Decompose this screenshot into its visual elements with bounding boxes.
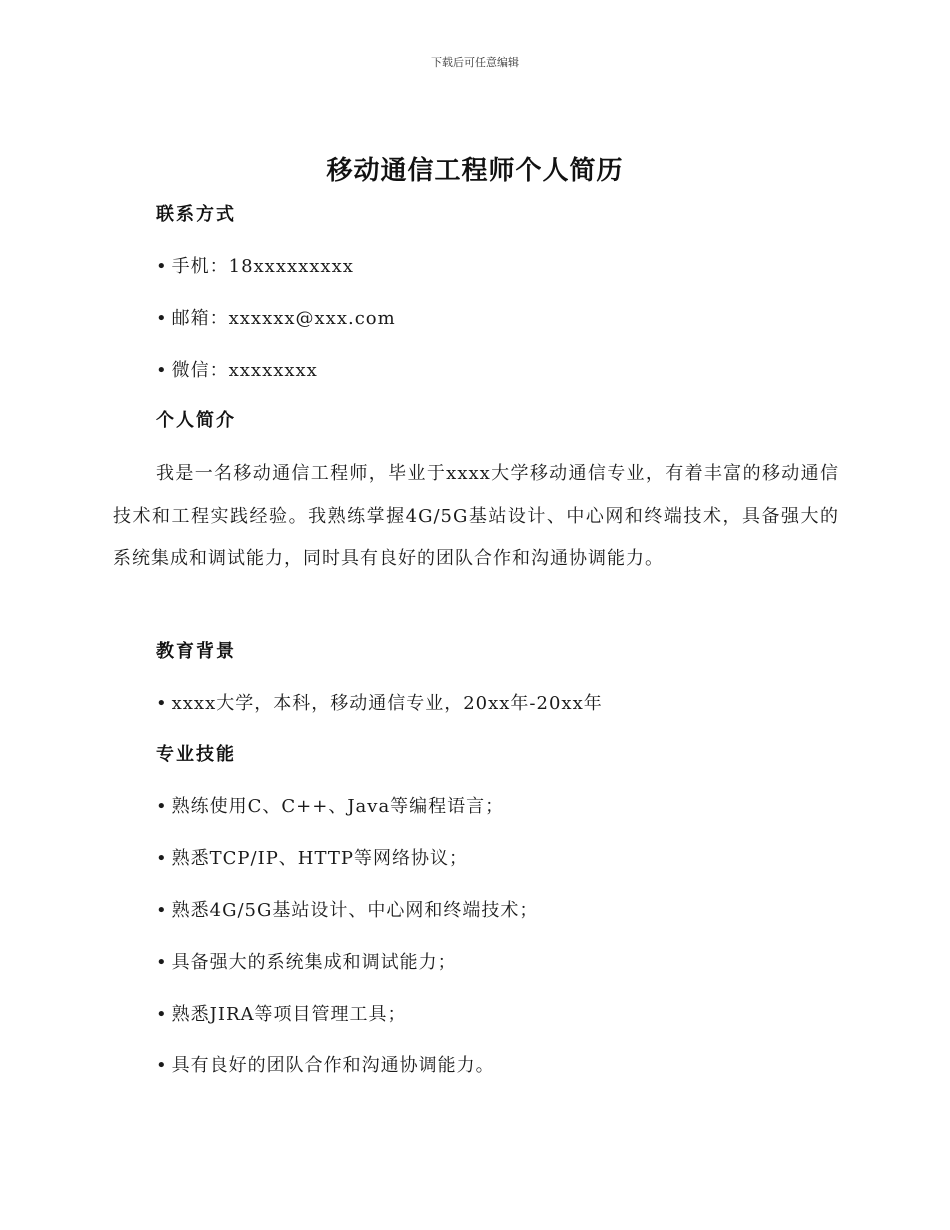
contact-item-wechat — [156, 356, 318, 382]
bullet-marker: • — [156, 256, 168, 277]
skill-item-text: 熟悉4G/5G基站设计、中心网和终端技术； — [171, 900, 539, 921]
skill-item — [156, 1051, 495, 1077]
skill-item-text: 具有良好的团队合作和沟通协调能力。 — [171, 1055, 495, 1076]
bullet-marker: • — [156, 308, 168, 329]
contact-item-text: 邮箱：xxxxxx@xxx.com — [171, 308, 396, 329]
contact-item-phone — [156, 252, 354, 278]
section-heading-contact: 联系方式 — [156, 204, 236, 225]
skill-item-text: 具备强大的系统集成和调试能力； — [171, 952, 457, 973]
skill-item — [156, 1000, 407, 1026]
bullet-marker: • — [156, 900, 168, 921]
skill-item-text: 熟练使用C、C++、Java等编程语言； — [171, 796, 505, 817]
education-item — [156, 689, 603, 715]
bullet-marker: • — [156, 796, 168, 817]
bullet-marker: • — [156, 693, 168, 714]
contact-item-text: 手机：18xxxxxxxxx — [171, 256, 354, 277]
skill-item — [156, 792, 504, 818]
section-heading-profile: 个人简介 — [156, 410, 236, 431]
contact-item-email — [156, 304, 396, 330]
skill-item — [156, 948, 457, 974]
bullet-marker: • — [156, 1004, 168, 1025]
header-note: 下载后可任意编辑 — [431, 56, 519, 69]
profile-paragraph: 我是一名移动通信工程师，毕业于xxxx大学移动通信专业，有着丰富的移动通信技术和工程实践经验。我熟练掌握4G/5G基站设计、中心网和终端技术，具备强大的系统集成和调试能力，同时具有良好的团队合作和沟通协调能力。 — [113, 463, 839, 569]
section-heading-skills: 专业技能 — [156, 744, 236, 765]
bullet-marker: • — [156, 848, 168, 869]
bullet-marker: • — [156, 360, 168, 381]
contact-item-text: 微信：xxxxxxxx — [171, 360, 318, 381]
skill-item-text: 熟悉JIRA等项目管理工具； — [171, 1004, 407, 1025]
skill-item-text: 熟悉TCP/IP、HTTP等网络协议； — [171, 848, 468, 869]
section-heading-education: 教育背景 — [156, 641, 236, 662]
bullet-marker: • — [156, 1055, 168, 1076]
education-item-text: xxxx大学，本科，移动通信专业，20xx年-20xx年 — [171, 693, 603, 714]
skill-item — [156, 844, 468, 870]
bullet-marker: • — [156, 952, 168, 973]
skill-item — [156, 896, 538, 922]
document-title: 移动通信工程师个人简历 — [326, 156, 624, 186]
